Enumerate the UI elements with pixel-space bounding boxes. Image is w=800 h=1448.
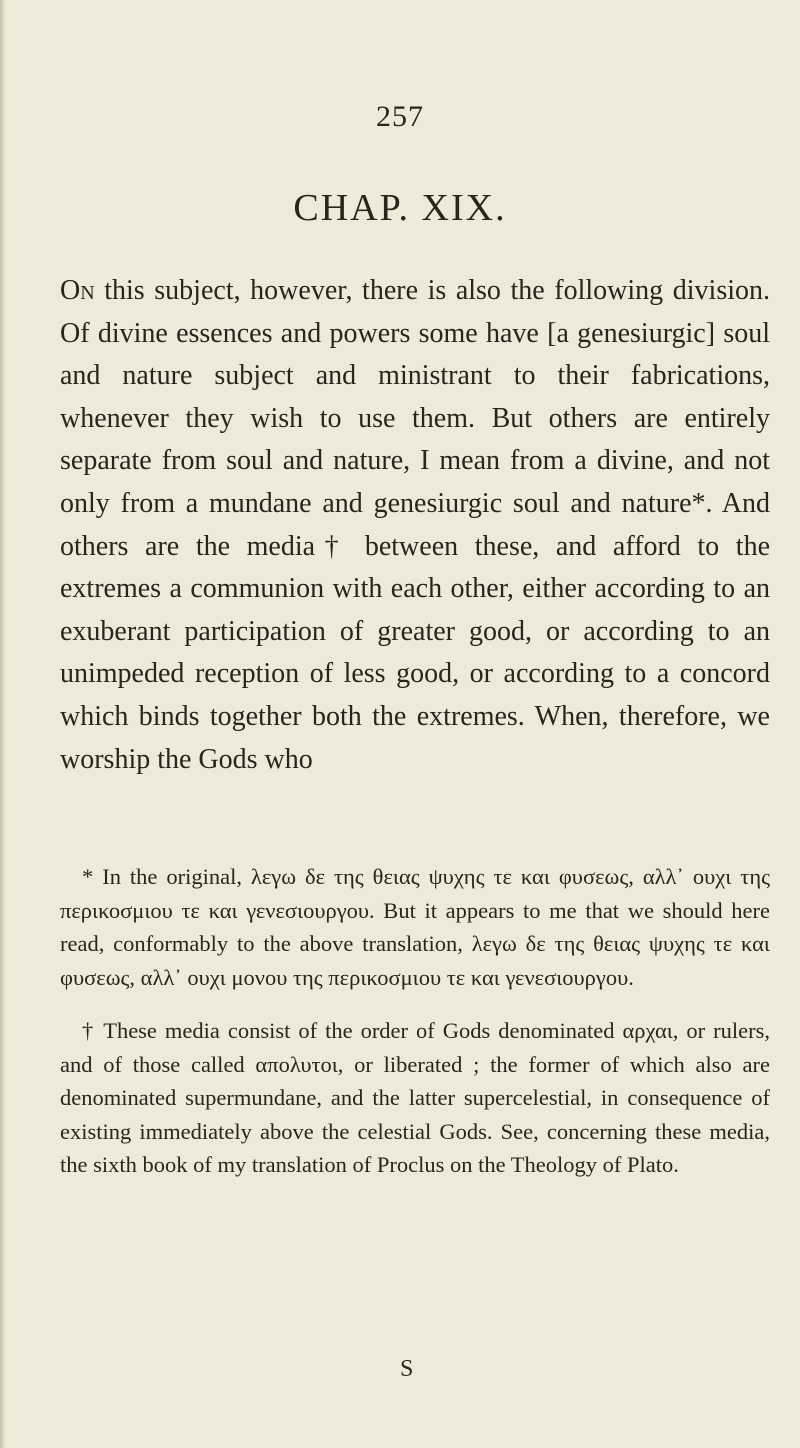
body-paragraph: [60, 270, 770, 781]
footnotes: [60, 860, 770, 1182]
footnote-dagger: † These media consist of the order of Gods denominated αρχαι, or rulers, and of those called απολυτοι, or liberated ; the former of which also are denominated supermundane, and the latter supercelestial, in consequence of existing immediately above the celestial Gods. See, concerning these media, the sixth book of my translation of Proclus on the Theology of Plato.: [60, 1018, 770, 1177]
page-number: 257: [376, 100, 424, 133]
chapter-title: CHAP. XIX.: [293, 187, 507, 229]
signature-mark: S: [400, 1356, 414, 1382]
footnote-asterisk: * In the original, λεγω δε της θειας ψυχης τε και φυσεως, αλλ᾽ ουχι της περικοσμιου τε και γενεσιουργου. But it appears to me that we should here read, conformably to the above translation, λεγω δε της θειας ψυχης τε και φυσεως, αλλ᾽ ουχι μονου της περικοσμιου τε και γενεσιουργου.: [60, 864, 770, 990]
body-text: [60, 270, 770, 781]
page-edge: [0, 0, 6, 1448]
opening-word: On: [60, 275, 95, 306]
body-paragraph-text: this subject, however, there is also the following division. Of divine essences and powers some have [a genesiurgic] soul and nature subject and ministrant to their fabrications, whenever they wish to use them. But others are entirely separate from soul and nature, I mean from a divine, and not only from a mundane and genesiurgic soul and nature*. And others are the media† between these, and afford to the extremes a communion with each other, either according to an exuberant participation of greater good, or according to an unimpeded reception of less good, or according to a concord which binds together both the extremes. When, therefore, we worship the Gods who: [60, 275, 770, 775]
